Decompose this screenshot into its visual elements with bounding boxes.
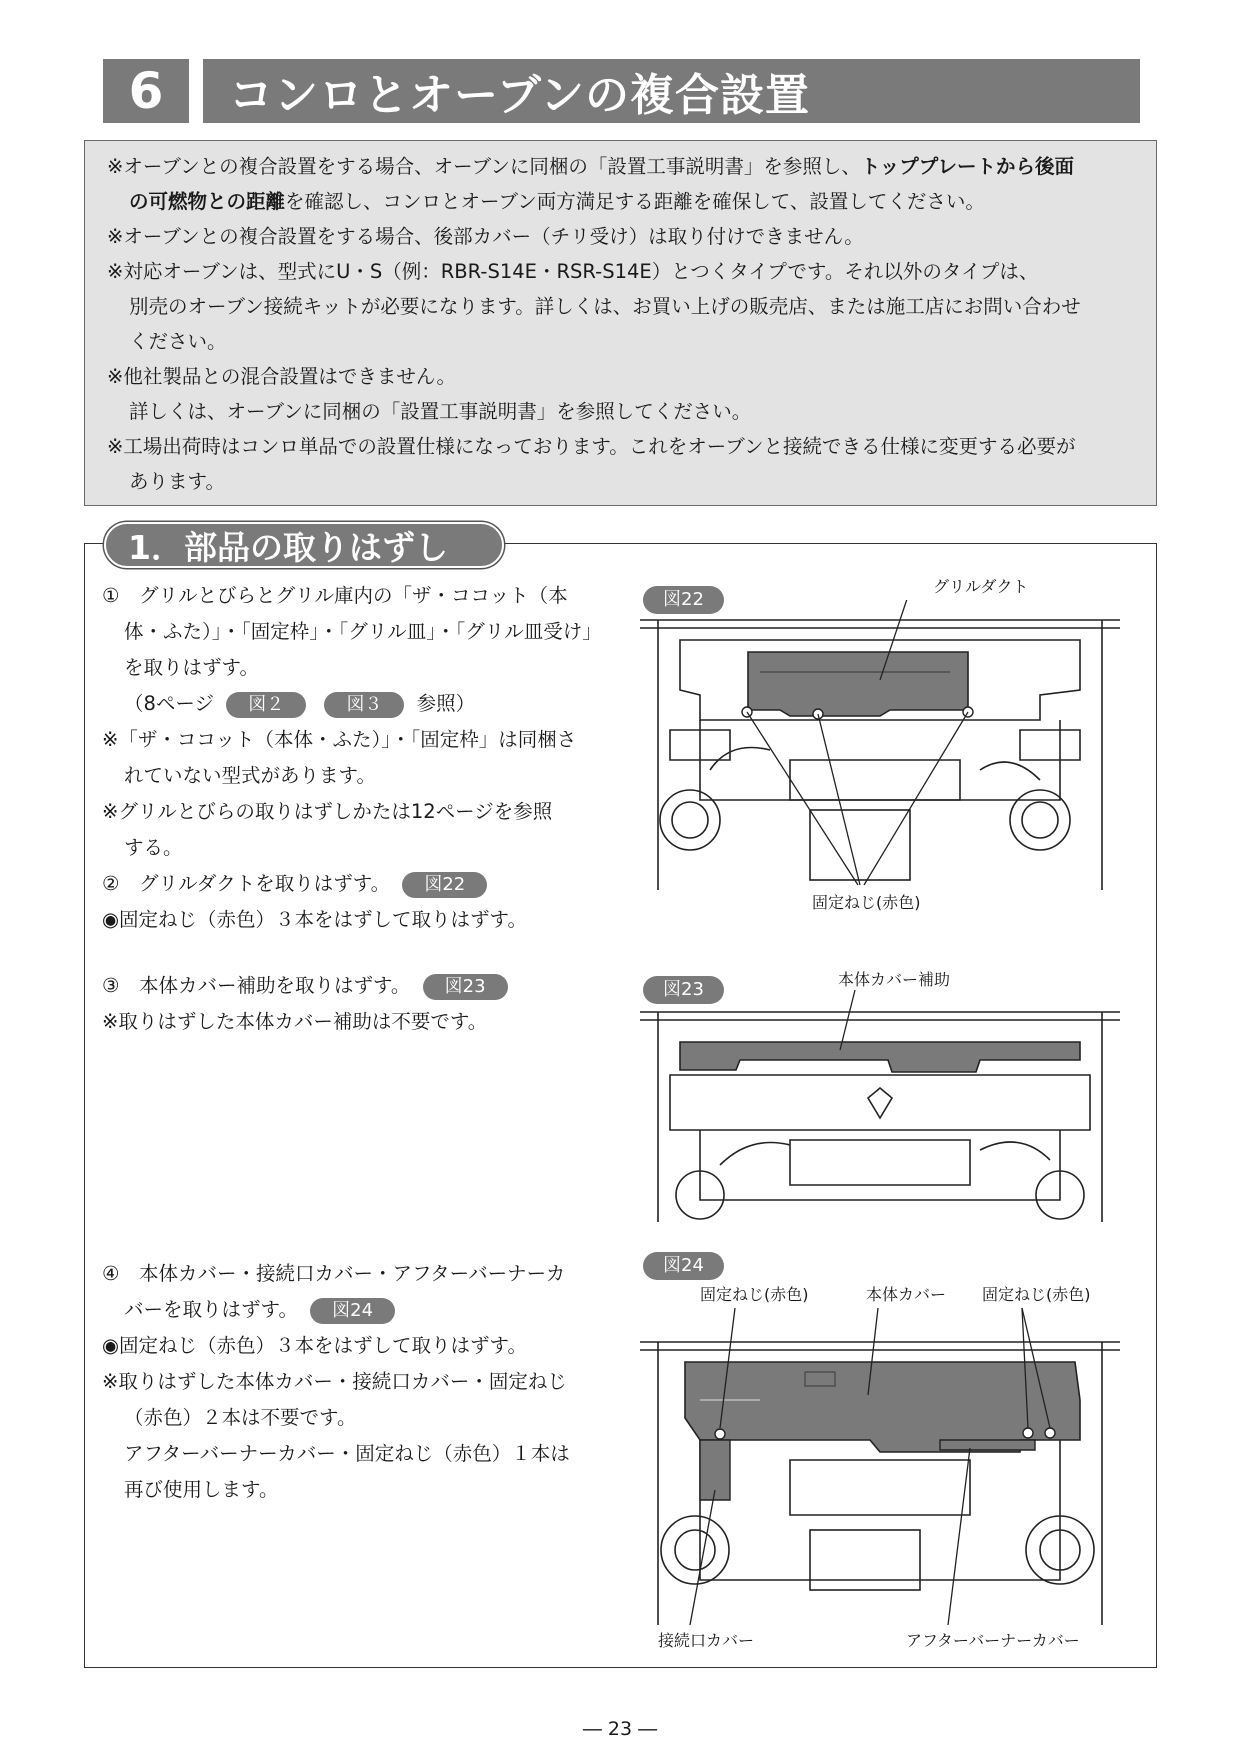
step-4-note2b: （赤色）２本は不要です。 [124,1406,357,1429]
step-1-line1: ① グリルとびらとグリル庫内の「ザ・ココット（本 [102,584,568,607]
fig24-label: 図24 [643,1252,724,1280]
page-number: ― 23 ― [582,1718,658,1740]
section-number: 6 [103,59,189,123]
step-3: ③ 本体カバー補助を取りはずす。 図23 [102,968,602,1004]
section-heading: 1．部品の取りはずし [104,522,504,568]
fig22-label: 図22 [643,586,724,614]
step-1-line2: 体・ふた）」・「固定枠」・「グリル皿」・「グリル皿受け」 [124,620,602,643]
fig23-label: 図23 [643,976,724,1004]
step-1-note1a: ※「ザ・ココット（本体・ふた）」・「固定枠」は同梱さ [102,728,577,751]
fig24-ref-badge: 図24 [310,1298,395,1324]
notes-box [84,140,1157,506]
step-3-block [102,968,602,1040]
step-4-block [102,1256,602,1508]
fig22-ref-badge: 図22 [402,872,487,898]
steps-1-2 [102,578,602,938]
note-5: ※工場出荷時はコンロ単品での設置仕様になっております。これをオーブンと接続できる仕様に変更する必要が あります。 [107,435,1076,493]
note-4: ※他社製品との混合設置はできません。 詳しくは、オーブンに同梱の「設置工事説明書」を参照してください。 [107,365,752,423]
step-1-ref: （8ページ 図２ 図３ 参照） [102,686,602,722]
page-title: コンロとオーブンの複合設置 [203,59,1140,123]
step-2-note: ◉固定ねじ（赤色）３本をはずして取りはずす。 [102,908,527,931]
fig24-screw-left-label: 固定ねじ(赤色) [700,1285,809,1304]
fig22-drawing [640,600,1120,890]
step-1-note2b: する。 [124,836,183,859]
step-1-note1b: れていない型式があります。 [124,764,376,787]
step-4-note3a: アフターバーナーカバー・固定ねじ（赤色）１本は [124,1442,570,1465]
step-4-note3b: 再び使用します。 [124,1478,279,1501]
step-1-line3: を取りはずす。 [124,656,259,679]
step-4-note1: ◉固定ねじ（赤色）３本をはずして取りはずす。 [102,1334,527,1357]
fig22-screw-label: 固定ねじ(赤色) [812,893,921,912]
fig24-drawing [640,1300,1120,1625]
fig3-ref-badge: 図３ [324,692,404,718]
step-1-note2a: ※グリルとびらの取りはずしかたは12ページを参照 [102,800,553,823]
note-1: ※オーブンとの複合設置をする場合、オーブンに同梱の「設置工事説明書」を参照し、トッププレートから後面 の可燃物との距離を確認し、コンロとオーブン両方満足する距離を確保して、設置してください。 [107,155,1074,213]
note-3: ※対応オーブンは、型式にU・S（例：RBR-S14E・RSR-S14E）とつくタイプです。それ以外のタイプは、 別売のオーブン接続キットが必要になります。詳しくは、お買い上げの販売店、または施工店にお問い合わせ ください。 [107,260,1081,353]
fig22-duct-label: グリルダクト [933,577,1029,596]
step-4-line2: バーを取りはずす。 図24 [102,1292,602,1328]
fig24-screw-right-label: 固定ねじ(赤色) [982,1285,1091,1304]
fig23-aux-label: 本体カバー補助 [838,970,951,989]
fig24-port-label: 接続口カバー [658,1631,755,1650]
note-2: ※オーブンとの複合設置をする場合、後部カバー（チリ受け）は取り付けできません。 [107,225,864,248]
step-4-line1: ④ 本体カバー・接続口カバー・アフターバーナーカ [102,1262,566,1285]
fig23-ref-badge: 図23 [423,974,508,1000]
step-4-note2a: ※取りはずした本体カバー・接続口カバー・固定ねじ [102,1370,567,1393]
fig24-after-label: アフターバーナーカバー [906,1631,1080,1650]
fig24-cover-label: 本体カバー [866,1285,947,1304]
step-3-note: ※取りはずした本体カバー補助は不要です。 [102,1010,488,1033]
step-2: ② グリルダクトを取りはずす。 図22 [102,866,602,902]
fig2-ref-badge: 図２ [226,692,306,718]
fig23-drawing [640,990,1120,1222]
